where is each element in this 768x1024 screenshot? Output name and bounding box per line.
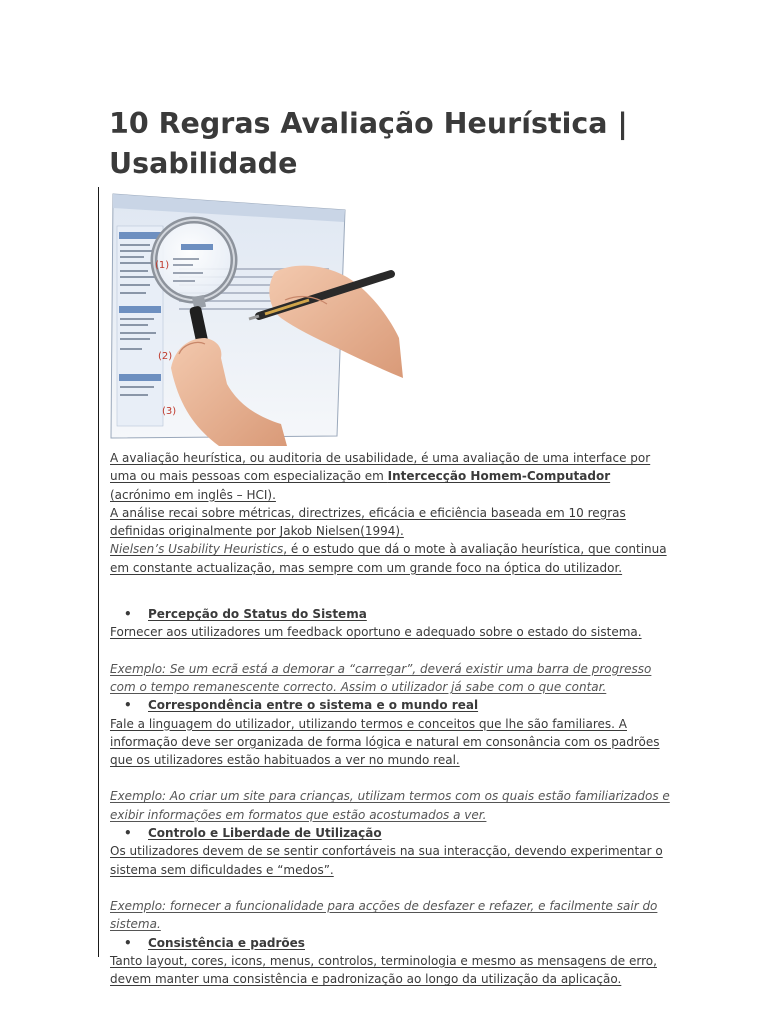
marker-3: (3) [162,406,177,417]
rule-example-1: Exemplo: Se um ecrã está a demorar a “carregar”, deverá existir uma barra de progresso com o tempo remanescente correcto. Assim o utilizador já sabe com o que contar. [110,661,652,694]
article-body [110,449,670,988]
rule-text-2: Fale a linguagem do utilizador, utilizando termos e conceitos que lhe são familiares. A informação deve ser organizada de forma lógica e natural em consonância com os padrões que os utilizadores estão habituados a ver no mundo real. [110,716,660,768]
page-title: 10 Regras Avaliação Heurística | Usabilidade [109,107,628,180]
rule-heading-1: • Percepção do Status do Sistema [124,607,367,622]
marker-1: (1) [155,260,170,271]
rule-heading-4: • Consistência e padrões [124,935,305,950]
rule-heading-3: • Controlo e Liberdade de Utilização [124,826,382,841]
intro-paragraph-2: A análise recai sobre métricas, directrizes, eficácia e eficiência baseada em 10 regras definidas originalmente por Jakob Nielsen(1994). [110,505,626,539]
rule-text-1: Fornecer aos utilizadores um feedback oportuno e adequado sobre o estado do sistema. [110,625,642,640]
rule-text-3: Os utilizadores devem de se sentir confortáveis na sua interacção, devendo experimentar o sistema sem dificuldades e “medos”. [110,844,663,877]
rule-example-2: Exemplo: Ao criar um site para crianças, utilizam termos com os quais estão familiarizados e exibir informações em formatos que estão acostumados a ver. [110,789,670,822]
intro-paragraph-1: A avaliação heurística, ou auditoria de usabilidade, é uma avaliação de uma interface por uma ou mais pessoas com especialização em Intercecção Homem-Computador (acrónimo em inglês – HCI). [110,451,651,502]
heuristic-evaluation-illustration [109,188,403,446]
rule-text-4: Tanto layout, cores, icons, menus, controlos, terminologia e mesmo as mensagens de erro, devem manter uma consistência e padronização ao longo da utilização da aplicação. [110,953,657,987]
marker-2: (2) [158,351,173,362]
intro-paragraph-3: Nielsen’s Usability Heuristics, é o estudo que dá o mote à avaliação heurística, que continua em constante actualização, mas sempre com um grande foco na óptica do utilizador. [110,542,667,575]
rule-example-3: Exemplo: fornecer a funcionalidade para acções de desfazer e refazer, e facilmente sair do sistema. [110,898,658,932]
rule-heading-2: • Correspondência entre o sistema e o mundo real [124,698,479,713]
left-rule [98,187,99,957]
